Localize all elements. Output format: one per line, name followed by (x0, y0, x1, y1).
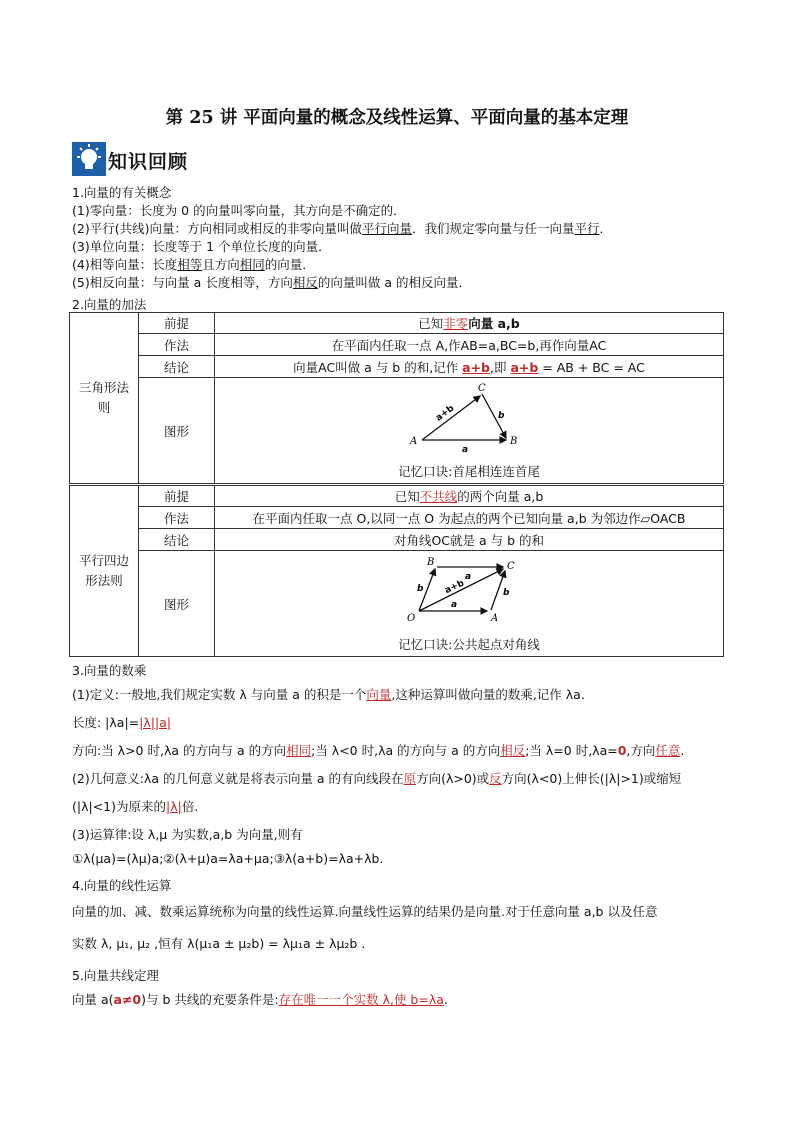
par-lbl-a-top: a (465, 572, 472, 582)
tri-lbl-a: a (462, 445, 469, 455)
tri-pt-B: B (510, 436, 518, 447)
s4-line1: 向量的加、减、数乘运算统称为向量的线性运算.向量线性运算的结果仍是向量.对于任意向量 a,b 以及任意 (72, 904, 658, 919)
tri-lbl-ab: a+b (434, 403, 457, 424)
section-title: 知识回顾 (108, 151, 189, 173)
par-pt-O: O (407, 613, 416, 624)
tri-pt-A: A (410, 436, 418, 447)
par-lbl-b-left: b (417, 584, 424, 594)
par-method: 在平面内任取一点 O,以同一点 O 为起点的两个已知向量 a,b 为邻边作▱OACB (215, 507, 724, 529)
s3-geometric-line2: (|λ|<1)为原来的|λ|倍. (72, 799, 199, 814)
s3-definition: (1)定义:一般地,我们规定实数 λ 与向量 a 的积是一个向量,这种运算叫做向量的数乘,记作 λa. (72, 687, 585, 702)
lightbulb-icon (72, 142, 106, 176)
s1-line1: (1)零向量：长度为 0 的向量叫零向量，其方向是不确定的． (72, 203, 406, 218)
tri-fig-label: 图形 (139, 378, 215, 484)
page-title: 第 25 讲 平面向量的概念及线性运算、平面向量的基本定理 (165, 108, 629, 128)
s4-heading: 4.向量的线性运算 (72, 878, 172, 893)
tri-premise: 已知非零向量 a,b (215, 313, 724, 334)
s5-heading: 5.向量共线定理 (72, 968, 159, 983)
s5-theorem: 向量 a(a≠0)与 b 共线的充要条件是:存在唯一一个实数 λ,使 b=λa. (72, 992, 448, 1007)
s3-laws: ①λ(μa)=(λμ)a;②(λ+μ)a=λa+μa;③λ(a+b)=λa+λb. (72, 851, 384, 866)
triangle-rule-table (69, 312, 724, 484)
tri-figure-cell (215, 378, 724, 484)
parallelogram-rule-name: 平行四边形法则 (70, 486, 139, 657)
tri-mnemonic: 记忆口诀:首尾相连连首尾 (398, 464, 540, 479)
par-method-label: 作法 (139, 507, 215, 529)
s3-heading: 3.向量的数乘 (72, 663, 147, 678)
triangle-rule-name: 三角形法则 (70, 313, 139, 484)
parallelogram-rule-table (69, 485, 724, 657)
s3-laws-intro: (3)运算律:设 λ,μ 为实数,a,b 为向量,则有 (72, 827, 303, 842)
par-concl: 对角线OC就是 a 与 b 的和 (215, 529, 724, 551)
s1-line5: (5)相反向量：与向量 a 长度相等，方向相反的向量叫做 a 的相反向量． (72, 275, 471, 290)
parallelogram-figure (399, 555, 539, 633)
par-premise-label: 前提 (139, 486, 215, 507)
tri-method: 在平面内任取一点 A,作AB=a,BC=b,再作向量AC (215, 334, 724, 356)
par-lbl-a-bottom: a (451, 600, 458, 610)
s1-line2: (2)平行(共线)向量：方向相同或相反的非零向量叫做平行向量．我们规定零向量与任一向量平行． (72, 221, 613, 236)
tri-pt-C: C (478, 383, 486, 394)
s1-line3: (3)单位向量：长度等于 1 个单位长度的向量． (72, 239, 331, 254)
tri-concl-label: 结论 (139, 356, 215, 378)
s3-geometric-line1: (2)几何意义:λa 的几何意义就是将表示向量 a 的有向线段在原方向(λ>0)或反方向(λ<0)上伸长(|λ|>1)或缩短 (72, 771, 682, 786)
s4-line2: 实数 λ, μ₁, μ₂ ,恒有 λ(μ₁a ± μ₂b) = λμ₁a ± λμ₂b . (72, 936, 366, 951)
s2-heading: 2.向量的加法 (72, 297, 147, 312)
par-pt-B: B (427, 557, 435, 568)
par-fig-label: 图形 (139, 551, 215, 657)
par-lbl-b-right: b (503, 588, 510, 598)
tri-lbl-b: b (498, 411, 505, 421)
par-figure-cell (215, 551, 724, 657)
par-concl-label: 结论 (139, 529, 215, 551)
s1-heading: 1.向量的有关概念 (72, 185, 172, 200)
tri-concl: 向量AC叫做 a 与 b 的和,记作 a+b,即 a+b = AB + BC = AC (215, 356, 724, 378)
par-premise: 已知不共线的两个向量 a,b (215, 486, 724, 507)
tri-method-label: 作法 (139, 334, 215, 356)
par-pt-C: C (507, 561, 515, 572)
s1-line4: (4)相等向量：长度相等且方向相同的向量． (72, 257, 315, 272)
s3-length: 长度: |λa|=|λ||a| (72, 715, 172, 730)
par-mnemonic: 记忆口诀:公共起点对角线 (398, 637, 540, 652)
par-pt-A: A (491, 613, 499, 624)
tri-premise-label: 前提 (139, 313, 215, 334)
par-lbl-ab: a+b (443, 578, 466, 597)
s3-direction: 方向:当 λ>0 时,λa 的方向与 a 的方向相同;当 λ<0 时,λa 的方向与 a 的方向相反;当 λ=0 时,λa=0,方向任意. (72, 743, 685, 758)
triangle-figure (404, 382, 534, 460)
